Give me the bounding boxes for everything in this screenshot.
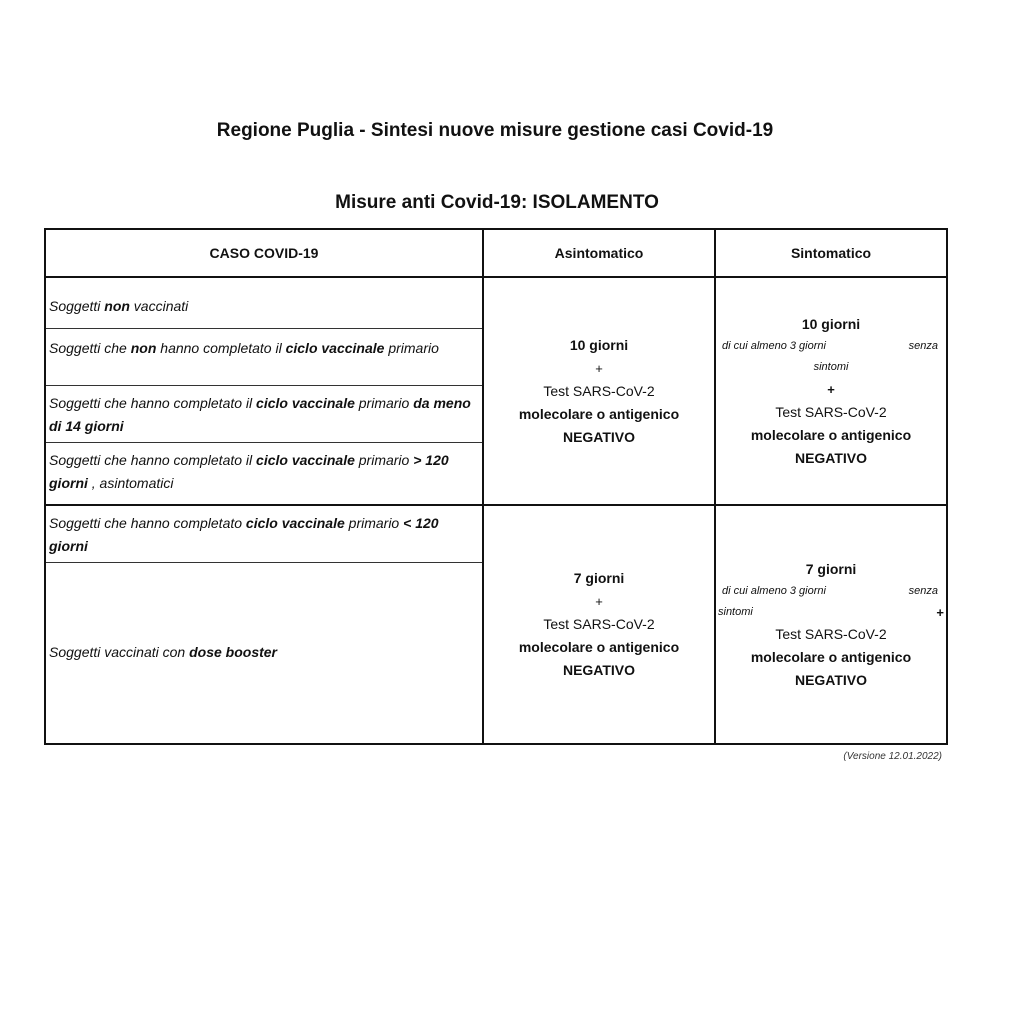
table-title: Misure anti Covid-19: ISOLAMENTO bbox=[335, 192, 659, 213]
plus-sign: + bbox=[827, 381, 835, 397]
header-symptomatic: Sintomatico bbox=[716, 230, 946, 278]
isolation-table bbox=[44, 228, 948, 745]
header-asymptomatic: Asintomatico bbox=[484, 230, 716, 278]
symptom-free-note: di cui almeno 3 giorni senza bbox=[722, 584, 938, 597]
duration: 7 giorni bbox=[805, 560, 857, 577]
version-note: (Versione 12.01.2022) bbox=[843, 751, 942, 762]
test-label: Test SARS-CoV-2 bbox=[775, 403, 887, 420]
duration: 10 giorni bbox=[801, 315, 861, 332]
test-type: molecolare o antigenico bbox=[518, 639, 680, 655]
test-type: molecolare o antigenico bbox=[518, 405, 680, 422]
duration: 10 giorni bbox=[569, 336, 629, 353]
test-label: Test SARS-CoV-2 bbox=[775, 625, 887, 642]
test-type: molecolare o antigenico bbox=[750, 426, 912, 443]
case-group-10-days bbox=[46, 278, 484, 506]
asymptomatic-rule-10-days bbox=[484, 278, 716, 506]
case-row: Soggetti che hanno completato il ciclo vaccinale primario da meno di 14 giorni bbox=[46, 385, 482, 442]
symptom-free-note-end: sintomi + bbox=[716, 602, 946, 623]
duration: 7 giorni bbox=[573, 570, 625, 586]
symptomatic-rule-10-days bbox=[716, 278, 946, 506]
plus-sign: + bbox=[595, 594, 603, 609]
case-row: Soggetti non vaccinati bbox=[49, 298, 189, 314]
test-result: NEGATIVO bbox=[562, 428, 636, 445]
case-group-7-days bbox=[46, 506, 484, 743]
case-row: Soggetti che hanno completato il ciclo vaccinale primario > 120 giorni , asintomatici bbox=[46, 442, 482, 504]
plus-sign: + bbox=[936, 604, 944, 620]
document-title: Regione Puglia - Sintesi nuove misure gestione casi Covid-19 bbox=[216, 120, 774, 141]
case-row: Soggetti che non hanno completato il ciclo vaccinale primario bbox=[46, 328, 482, 385]
test-type: molecolare o antigenico bbox=[750, 648, 912, 665]
case-row: Soggetti che hanno completato ciclo vaccinale primario < 120 giorni bbox=[49, 515, 439, 554]
test-result: NEGATIVO bbox=[562, 662, 636, 678]
symptom-free-note: di cui almeno 3 giorni senza bbox=[722, 339, 938, 352]
test-label: Test SARS-CoV-2 bbox=[543, 382, 655, 399]
case-row: Soggetti vaccinati con dose booster bbox=[46, 562, 482, 743]
test-label: Test SARS-CoV-2 bbox=[543, 616, 655, 632]
asymptomatic-rule-7-days bbox=[484, 506, 716, 743]
test-result: NEGATIVO bbox=[794, 671, 868, 688]
header-case: CASO COVID-19 bbox=[46, 230, 484, 278]
symptom-free-note-end: sintomi bbox=[813, 360, 849, 373]
symptomatic-rule-7-days bbox=[716, 506, 946, 743]
test-result: NEGATIVO bbox=[794, 449, 868, 466]
plus-sign: + bbox=[595, 360, 603, 376]
